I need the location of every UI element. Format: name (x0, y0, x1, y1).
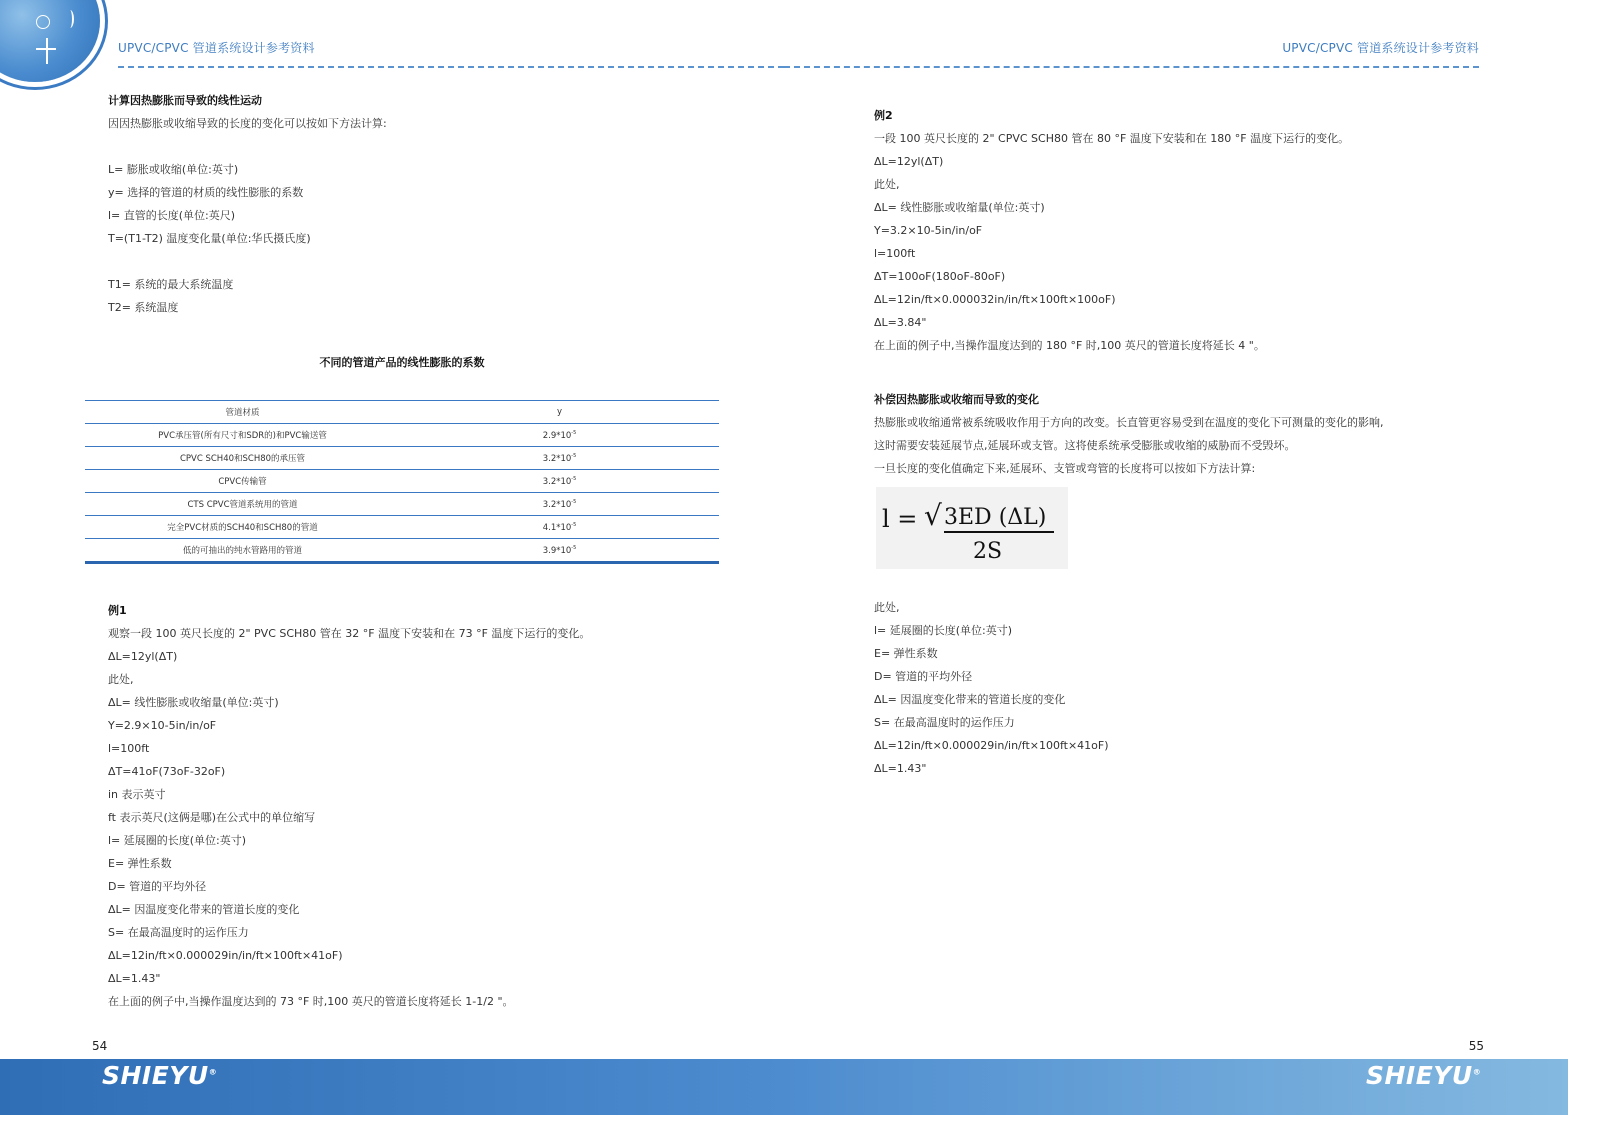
left-page (0, 0, 784, 1115)
example1-line: ΔT=41oF(73oF-32oF) (108, 765, 226, 778)
expansion-coefficient-table (85, 400, 719, 564)
example1-line: ft 表示英尺(这俩是哪)在公式中的单位缩写 (108, 811, 316, 824)
table-cell-material: 低的可抽出的纯水管路用的管道 (85, 539, 400, 563)
example2-heading: 例2 (874, 109, 893, 122)
table-row (85, 447, 719, 470)
table-cell-coefficient: $3.9*10^{-5}$ (400, 539, 719, 563)
right-page (784, 0, 1568, 1115)
legend-line: 此处, (874, 601, 900, 614)
table-cell-material: 完全PVC材质的SCH40和SCH80的管道 (85, 516, 400, 539)
table-cell-material: PVC承压管(所有尺寸和SDR的)和PVC输送管 (85, 424, 400, 447)
example2-line: ΔL=12yl(ΔT) (874, 155, 944, 168)
example1-line: 观察一段 100 英尺长度的 2" PVC SCH80 管在 32 °F 温度下安装和在 73 °F 温度下运行的变化。 (108, 627, 591, 640)
table-header-row (85, 401, 719, 424)
definition-line: l= 直管的长度(单位:英尺) (108, 209, 236, 222)
example1-line: in 表示英寸 (108, 788, 166, 801)
table-cell-coefficient: $2.9*10^{-5}$ (400, 424, 719, 447)
example2-line: Y=3.2×10-5in/in/oF (874, 224, 983, 237)
table-row (85, 470, 719, 493)
example1-line: S= 在最高温度时的运作压力 (108, 926, 249, 939)
example1-line: Y=2.9×10-5in/in/oF (108, 719, 217, 732)
example1-heading: 例1 (108, 604, 127, 617)
example1-line: D= 管道的平均外径 (108, 880, 207, 893)
formula-denominator: 2S (973, 539, 1003, 564)
example2-line: 一段 100 英尺长度的 2" CPVC SCH80 管在 80 °F 温度下安装和在 180 °F 温度下运行的变化。 (874, 132, 1350, 145)
example2-line: l=100ft (874, 247, 916, 260)
brand-logo-right: SHIEYU® (1366, 1061, 1482, 1090)
legend-line: l= 延展圈的长度(单位:英寸) (874, 624, 1013, 637)
table-cell-coefficient: $3.2*10^{-5}$ (400, 470, 719, 493)
right-header-divider (784, 66, 1479, 68)
example1-line: l= 延展圈的长度(单位:英寸) (108, 834, 247, 847)
right-page-number: 55 (1468, 1039, 1484, 1053)
section1-intro: 因因热膨胀或收缩导致的长度的变化可以按如下方法计算: (108, 117, 387, 130)
table-cell-coefficient: $3.2*10^{-5}$ (400, 447, 719, 470)
section2-line: 热膨胀或收缩通常被系统吸收作用于方向的改变。长直管更容易受到在温度的变化下可测量的变化的影响, (874, 416, 1384, 429)
example2-line: ΔL=12in/ft×0.000032in/in/ft×100ft×100oF) (874, 293, 1116, 306)
table-cell-material: CPVC SCH40和SCH80的承压管 (85, 447, 400, 470)
company-logo-icon (0, 0, 100, 82)
table-cell-coefficient: $3.2*10^{-5}$ (400, 493, 719, 516)
table-row (85, 516, 719, 539)
example2-line: ΔT=100oF(180oF-80oF) (874, 270, 1006, 283)
table-header-coefficient: y (400, 401, 719, 424)
square-root-icon: √ (924, 499, 942, 532)
formula-numerator: 3ED (ΔL) (944, 505, 1054, 533)
example1-line: ΔL= 因温度变化带来的管道长度的变化 (108, 903, 300, 916)
table-cell-material: CPVC传输管 (85, 470, 400, 493)
section2-line: 这时需要安装延展节点,延展环或支管。这将使系统承受膨胀或收缩的威胁而不受毁坏。 (874, 439, 1296, 452)
definition-line: y= 选择的管道的材质的线性膨胀的系数 (108, 186, 304, 199)
definition-line: L= 膨胀或收缩(单位:英寸) (108, 163, 239, 176)
example2-line: 此处, (874, 178, 900, 191)
table-cell-coefficient: $4.1*10^{-5}$ (400, 516, 719, 539)
example1-line: E= 弹性系数 (108, 857, 172, 870)
example1-line: ΔL=1.43" (108, 972, 161, 985)
left-page-number: 54 (92, 1039, 108, 1053)
legend-line: ΔL= 因温度变化带来的管道长度的变化 (874, 693, 1066, 706)
example1-line: ΔL=12yl(ΔT) (108, 650, 178, 663)
section2-line: 一旦长度的变化值确定下来,延展环、支管或弯管的长度将可以按如下方法计算: (874, 462, 1256, 475)
left-header-title: UPVC/CPVC 管道系统设计参考资料 (118, 41, 315, 55)
example1-conclusion: 在上面的例子中,当操作温度达到的 73 °F 时,100 英尺的管道长度将延长 1-1/2 "。 (108, 995, 514, 1008)
example2-line: ΔL= 线性膨胀或收缩量(单位:英寸) (874, 201, 1045, 214)
left-header-divider (118, 66, 784, 68)
example1-line: ΔL=12in/ft×0.000029in/in/ft×100ft×41oF) (108, 949, 343, 962)
example1-line: ΔL= 线性膨胀或收缩量(单位:英寸) (108, 696, 279, 709)
table-cell-material: CTS CPVC管道系统用的管道 (85, 493, 400, 516)
brand-logo-left: SHIEYU® (102, 1061, 218, 1090)
legend-line: E= 弹性系数 (874, 647, 938, 660)
example1-line: l=100ft (108, 742, 150, 755)
temp-line: T2= 系统温度 (108, 301, 179, 314)
legend-line: ΔL=12in/ft×0.000029in/in/ft×100ft×41oF) (874, 739, 1109, 752)
temp-line: T1= 系统的最大系统温度 (108, 278, 234, 291)
formula-lhs: l = (882, 505, 918, 533)
definition-line: T=(T1-T2) 温度变化量(单位:华氏摄氏度) (108, 232, 311, 245)
legend-line: D= 管道的平均外径 (874, 670, 973, 683)
legend-line: ΔL=1.43" (874, 762, 927, 775)
example1-line: 此处, (108, 673, 134, 686)
legend-line: S= 在最高温度时的运作压力 (874, 716, 1015, 729)
section1-heading: 计算因热膨胀而导致的线性运动 (108, 94, 262, 107)
table-title: 不同的管道产品的线性膨胀的系数 (319, 356, 485, 369)
table-header-material: 管道材质 (85, 401, 400, 424)
table-row (85, 493, 719, 516)
expansion-loop-formula (876, 487, 1068, 569)
right-header-title: UPVC/CPVC 管道系统设计参考资料 (1282, 41, 1479, 55)
footer-band (0, 1059, 1568, 1115)
example2-line: ΔL=3.84" (874, 316, 927, 329)
table-row (85, 539, 719, 563)
example2-conclusion: 在上面的例子中,当操作温度达到的 180 °F 时,100 英尺的管道长度将延长 4 "。 (874, 339, 1265, 352)
section2-heading: 补偿因热膨胀或收缩而导致的变化 (874, 393, 1039, 406)
table-row (85, 424, 719, 447)
